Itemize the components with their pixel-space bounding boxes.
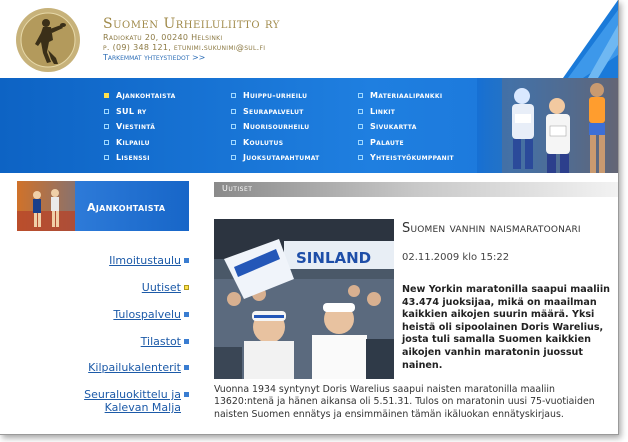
nav-square-icon (104, 124, 109, 129)
sidebar-item-kalevan-malja[interactable]: Kalevan Malja (104, 401, 181, 414)
nav-square-icon (358, 124, 363, 129)
sidebar-item-tulospalvelu[interactable]: Tulospalvelu (113, 308, 181, 321)
sidebar-item-uutiset[interactable]: Uutiset (141, 281, 181, 294)
discus-thrower-logo-icon[interactable] (14, 6, 82, 74)
nav-item-koulutus[interactable]: Koulutus (231, 135, 320, 151)
nav-square-icon (358, 140, 363, 145)
nav-square-icon (231, 140, 236, 145)
sidebar-square-icon (184, 339, 189, 344)
sidebar-square-icon (184, 258, 189, 263)
nav-item-yhteistyokumppanit[interactable]: Yhteistyökumppanit (358, 150, 454, 166)
nav-item-linkit[interactable]: Linkit (358, 104, 454, 120)
sidebar-item-tilastot[interactable]: Tilastot (140, 335, 181, 348)
nav-item-huippu-urheilu[interactable]: Huippu-urheilu (231, 88, 320, 104)
org-name: Suomen Urheiluliitto ry (103, 16, 280, 32)
nav-square-icon (231, 93, 236, 98)
nav-item-viestinta[interactable]: Viestintä (104, 119, 176, 135)
nav-item-palaute[interactable]: Palaute (358, 135, 454, 151)
tab-uutiset-label: Uutiset (222, 184, 253, 193)
sidebar-square-icon (184, 365, 189, 370)
sidebar-item-ilmoitustaulu[interactable]: Ilmoitustaulu (109, 254, 181, 267)
nav-item-nuorisourheilu[interactable]: Nuorisourheilu (231, 119, 320, 135)
org-address: Radiokatu 20, 00240 Helsinki (103, 33, 223, 42)
nav-square-icon (358, 93, 363, 98)
nav-square-icon (104, 93, 109, 98)
photo-banner-text: SINLAND (296, 249, 372, 267)
nav-item-sivukartta[interactable]: Sivukartta (358, 119, 454, 135)
nav-square-icon (358, 155, 363, 160)
more-contact-link[interactable]: Tarkemmat yhteystiedot >> (103, 53, 206, 62)
org-contact: p. (09) 348 121, etunimi.sukunimi@sul.fi (103, 43, 266, 52)
article-date: 02.11.2009 klo 15:22 (402, 252, 510, 263)
runners-header-photo (477, 78, 618, 173)
nav-square-icon (104, 140, 109, 145)
nav-square-icon (231, 155, 236, 160)
site-header (0, 0, 618, 78)
nav-item-sul-ry[interactable]: SUL ry (104, 104, 176, 120)
sidebar-item-seuraluokittelu[interactable]: Seuraluokittelu ja (84, 388, 181, 401)
article-title: Suomen vanhin naismaratoonari (402, 221, 581, 236)
news-photo (214, 219, 394, 379)
article-body: Vuonna 1934 syntynyt Doris Warelius saapui naisten maratonilla maaliin 13620:ntenä ja hänen aikansa oli 5.51.31. Tulos on maratonin uusi 75-vuotiaiden naisten Suomen ennätys ja ensimmäinen tämän ikäluokan ennätyskirjaus. (214, 384, 595, 420)
nav-square-icon (231, 124, 236, 129)
nav-item-seurapalvelut[interactable]: Seurapalvelut (231, 104, 320, 120)
sidebar-square-icon (184, 285, 189, 290)
sidebar-square-icon (184, 392, 189, 397)
nav-item-lisenssi[interactable]: Lisenssi (104, 150, 176, 166)
section-title: Ajankohtaista (87, 201, 166, 214)
section-tab-bar (214, 182, 618, 197)
sidebar-item-kilpailukalenterit[interactable]: Kilpailukalenterit (88, 361, 181, 374)
nav-item-materiaalipankki[interactable]: Materiaalipankki (358, 88, 454, 104)
nav-square-icon (104, 155, 109, 160)
nav-square-icon (231, 109, 236, 114)
nav-square-icon (358, 109, 363, 114)
article-lead: New Yorkin maratonilla saapui maaliin 43.474 juoksijaa, mikä on maailman kaikkien aikojen suurin määrä. Yksi heistä oli sipoolainen Doris Warelius, josta tuli samalla Suomen kaikkien aikojen vanhin maratonin juossut nainen. (402, 284, 610, 371)
nav-square-icon (104, 109, 109, 114)
corner-decoration (558, 0, 618, 78)
sidebar (17, 181, 189, 414)
nav-item-kilpailu[interactable]: Kilpailu (104, 135, 176, 151)
nav-item-juoksutapahtumat[interactable]: Juoksutapahtumat (231, 150, 320, 166)
nav-column-2 (231, 88, 320, 166)
sidebar-square-icon (184, 312, 189, 317)
nav-column-1 (104, 88, 176, 166)
nav-column-3 (358, 88, 454, 166)
nav-item-ajankohtaista[interactable]: Ajankohtaista (104, 88, 176, 104)
